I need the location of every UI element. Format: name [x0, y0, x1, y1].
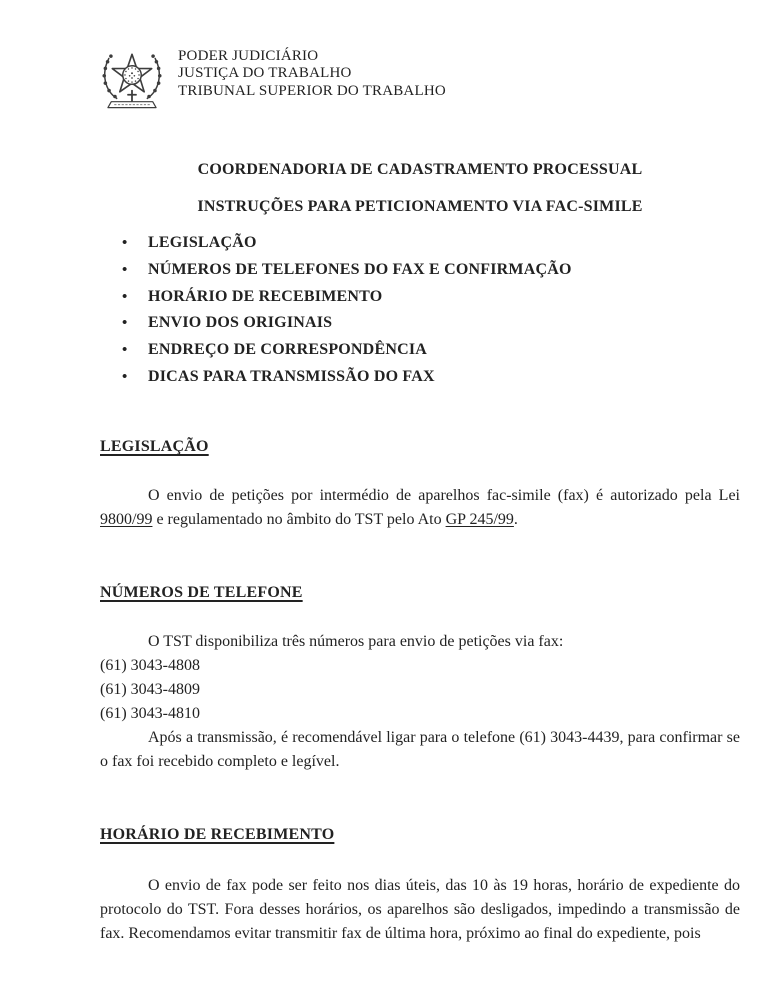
fax-number: (61) 3043-4808	[100, 657, 200, 674]
toc-item-numeros-fax	[100, 257, 740, 284]
paragraph-text: e regulamentado no âmbito do TST pelo Ato	[152, 511, 446, 528]
letterhead-line-poder-judiciario: PODER JUDICIÁRIO	[178, 48, 319, 64]
letterhead-line-justica-do-trabalho: JUSTIÇA DO TRABALHO	[178, 65, 352, 82]
horario-paragraph: O envio de fax pode ser feito nos dias úteis, das 10 às 19 horas, horário de expediente do protocolo do TST. Fora desses horários, os aparelhos são desligados, impedindo a transmissão de fax. Recomendamos evitar transmitir fax de última hora, próximo ao final do expediente, pois	[100, 877, 740, 942]
toc-item-label: NÚMEROS DE TELEFONES DO FAX E CONFIRMAÇÃO	[148, 260, 572, 278]
law-reference-link[interactable]: GP 245/99	[445, 511, 514, 528]
fax-number: (61) 3043-4810	[100, 705, 200, 722]
legislacao-paragraph	[100, 484, 740, 532]
paragraph-text: O envio de petições por intermédio de aparelhos fac-simile (fax) é autorizado pela Lei	[148, 487, 740, 504]
toc-item-envio-originais	[100, 310, 740, 337]
toc-item-endereco	[100, 337, 740, 364]
paragraph-text: .	[513, 511, 518, 528]
letterhead	[95, 45, 446, 111]
law-reference-link[interactable]: 9800/99	[100, 511, 153, 528]
numeros-confirmation-paragraph: Após a transmissão, é recomendável ligar para o telefone (61) 3043-4439, para confirmar se o fax foi recebido completo e legível.	[100, 729, 740, 770]
letterhead-line-tribunal-superior: TRIBUNAL SUPERIOR DO TRABALHO	[178, 82, 446, 99]
bullet-icon: •	[122, 235, 128, 251]
brazil-coat-of-arms-icon	[95, 45, 169, 111]
document-subtitle: INSTRUÇÕES PARA PETICIONAMENTO VIA FAC-SIMILE	[197, 198, 643, 215]
bullet-icon: •	[122, 261, 128, 278]
section-heading-horario: HORÁRIO DE RECEBIMENTO	[100, 826, 335, 843]
toc-item-label: LEGISLAÇÃO	[148, 234, 257, 251]
section-legislacao-body	[100, 484, 740, 532]
toc-item-label: HORÁRIO DE RECEBIMENTO	[148, 287, 383, 305]
numeros-intro-paragraph: O TST disponibiliza três números para envio de petições via fax:	[148, 633, 564, 650]
toc-list	[100, 230, 740, 391]
section-numeros-body	[100, 630, 740, 774]
toc-item-dicas	[100, 364, 740, 391]
bullet-icon: •	[122, 342, 128, 359]
section-horario-body	[100, 874, 740, 946]
bullet-icon: •	[122, 315, 128, 332]
bullet-icon: •	[122, 288, 128, 305]
toc-item-horario	[100, 284, 740, 311]
section-heading-legislacao: LEGISLAÇÃO	[100, 438, 209, 455]
toc-item-label: ENVIO DOS ORIGINAIS	[148, 314, 333, 332]
section-heading-numeros-telefone: NÚMEROS DE TELEFONE	[100, 584, 303, 601]
toc-item-label: ENDREÇO DE CORRESPONDÊNCIA	[148, 341, 428, 359]
fax-number: (61) 3043-4809	[100, 681, 200, 698]
toc-item-legislacao	[100, 230, 740, 257]
toc-item-label: DICAS PARA TRANSMISSÃO DO FAX	[148, 367, 435, 385]
document-title: COORDENADORIA DE CADASTRAMENTO PROCESSUAL	[197, 161, 643, 178]
bullet-icon: •	[122, 368, 128, 385]
letterhead-text	[178, 45, 446, 100]
